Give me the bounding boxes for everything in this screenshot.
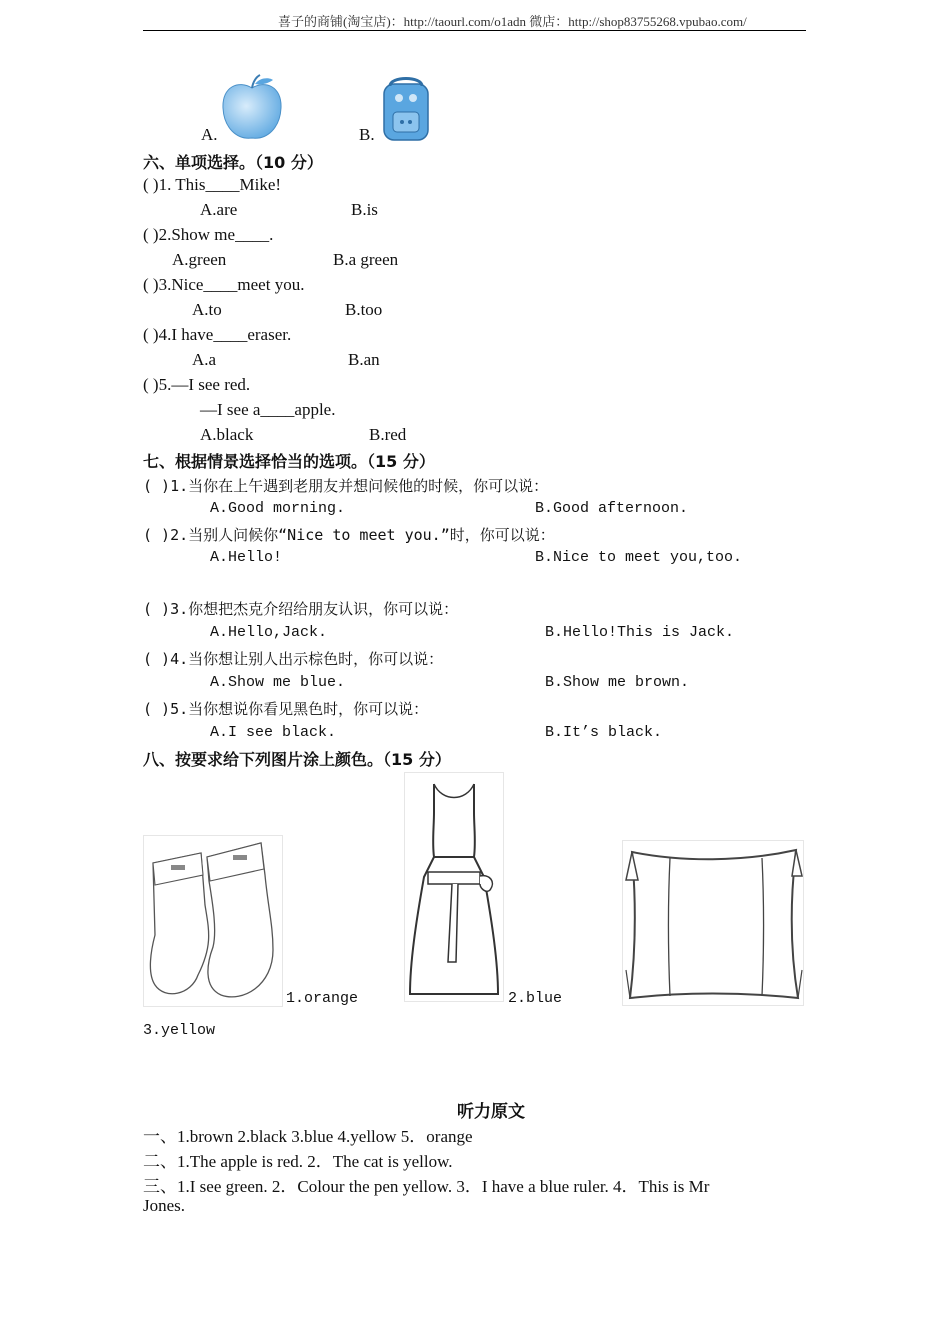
s7-q3: ( )3.你想把杰克介绍给朋友认识，你可以说： bbox=[143, 600, 459, 618]
s7-q3-b: B.Hello!This is Jack. bbox=[545, 624, 735, 641]
transcript-line-3: 三、1.I see green. 2．Colour the pen yellow. 3．I have a blue ruler. 4．This is Mr bbox=[143, 1177, 710, 1196]
s6-q3-a: A.to bbox=[192, 300, 222, 319]
section7-title: 七、根据情景选择恰当的选项。（15 分） bbox=[143, 452, 435, 471]
s6-q4-b: B.an bbox=[348, 350, 380, 369]
s6-q5-a: A.black bbox=[200, 425, 254, 444]
color-label-2: 2.blue bbox=[508, 990, 563, 1007]
section8-title: 八、按要求给下列图片涂上颜色。（15 分） bbox=[143, 750, 451, 769]
s7-q1: ( )1.当你在上午遇到老朋友并想问候他的时候，你可以说： bbox=[143, 477, 549, 495]
s7-q1-b: B.Good afternoon. bbox=[535, 500, 689, 517]
s7-q5-b: B.It’s black. bbox=[545, 724, 663, 741]
s7-q5-a: A.I see black. bbox=[210, 724, 337, 741]
s6-q5-line2: —I see a____apple. bbox=[200, 400, 336, 419]
option-b-label: B. bbox=[359, 125, 375, 144]
apple-icon bbox=[219, 72, 285, 142]
s7-q1-a: A.Good morning. bbox=[210, 500, 346, 517]
transcript-line-2: 二、1.The apple is red. 2．The cat is yellow. bbox=[143, 1152, 453, 1171]
s6-q2-a: A.green bbox=[172, 250, 227, 269]
option-a-label: A. bbox=[201, 125, 218, 144]
socks-drawing bbox=[143, 835, 283, 1007]
s6-q5-b: B.red bbox=[369, 425, 407, 444]
s7-q4: ( )4.当你想让别人出示棕色时，你可以说： bbox=[143, 650, 444, 668]
s6-q2-b: B.a green bbox=[333, 250, 399, 269]
transcript-line-4: Jones. bbox=[143, 1196, 186, 1215]
transcript-title: 听力原文 bbox=[457, 1102, 525, 1122]
s6-q4-a: A.a bbox=[192, 350, 217, 369]
s7-q5: ( )5.当你想说你看见黑色时，你可以说： bbox=[143, 700, 429, 718]
s6-q1-b: B.is bbox=[351, 200, 378, 219]
s6-q1: ( )1. This____Mike! bbox=[143, 175, 282, 194]
s7-q3-a: A.Hello,Jack. bbox=[210, 624, 328, 641]
color-label-3: 3.yellow bbox=[143, 1022, 216, 1039]
color-label-1: 1.orange bbox=[286, 990, 359, 1007]
s7-q4-a: A.Show me blue. bbox=[210, 674, 346, 691]
s7-q2-b: B.Nice to meet you,too. bbox=[535, 549, 743, 566]
backpack-icon bbox=[378, 74, 434, 142]
s6-q3-b: B.too bbox=[345, 300, 383, 319]
s6-q4: ( )4.I have____eraser. bbox=[143, 325, 292, 344]
pillow-drawing bbox=[622, 840, 804, 1006]
s6-q5: ( )5.—I see red. bbox=[143, 375, 251, 394]
s6-q1-a: A.are bbox=[200, 200, 238, 219]
s6-q3: ( )3.Nice____meet you. bbox=[143, 275, 305, 294]
section6-title: 六、单项选择。（10 分） bbox=[143, 153, 323, 172]
s7-q2: ( )2.当别人问候你“Nice to meet you.”时，你可以说： bbox=[143, 526, 555, 544]
s7-q4-b: B.Show me brown. bbox=[545, 674, 690, 691]
apron-drawing bbox=[404, 772, 504, 1002]
transcript-line-1: 一、1.brown 2.black 3.blue 4.yellow 5．orange bbox=[143, 1127, 473, 1146]
s6-q2: ( )2.Show me____. bbox=[143, 225, 274, 244]
page-header: 喜子的商铺(淘宝店)：http://taourl.com/o1adn 微店：http://shop83755268.vpubao.com/ bbox=[278, 14, 747, 29]
header-rule bbox=[143, 30, 806, 31]
s7-q2-a: A.Hello! bbox=[210, 549, 283, 566]
